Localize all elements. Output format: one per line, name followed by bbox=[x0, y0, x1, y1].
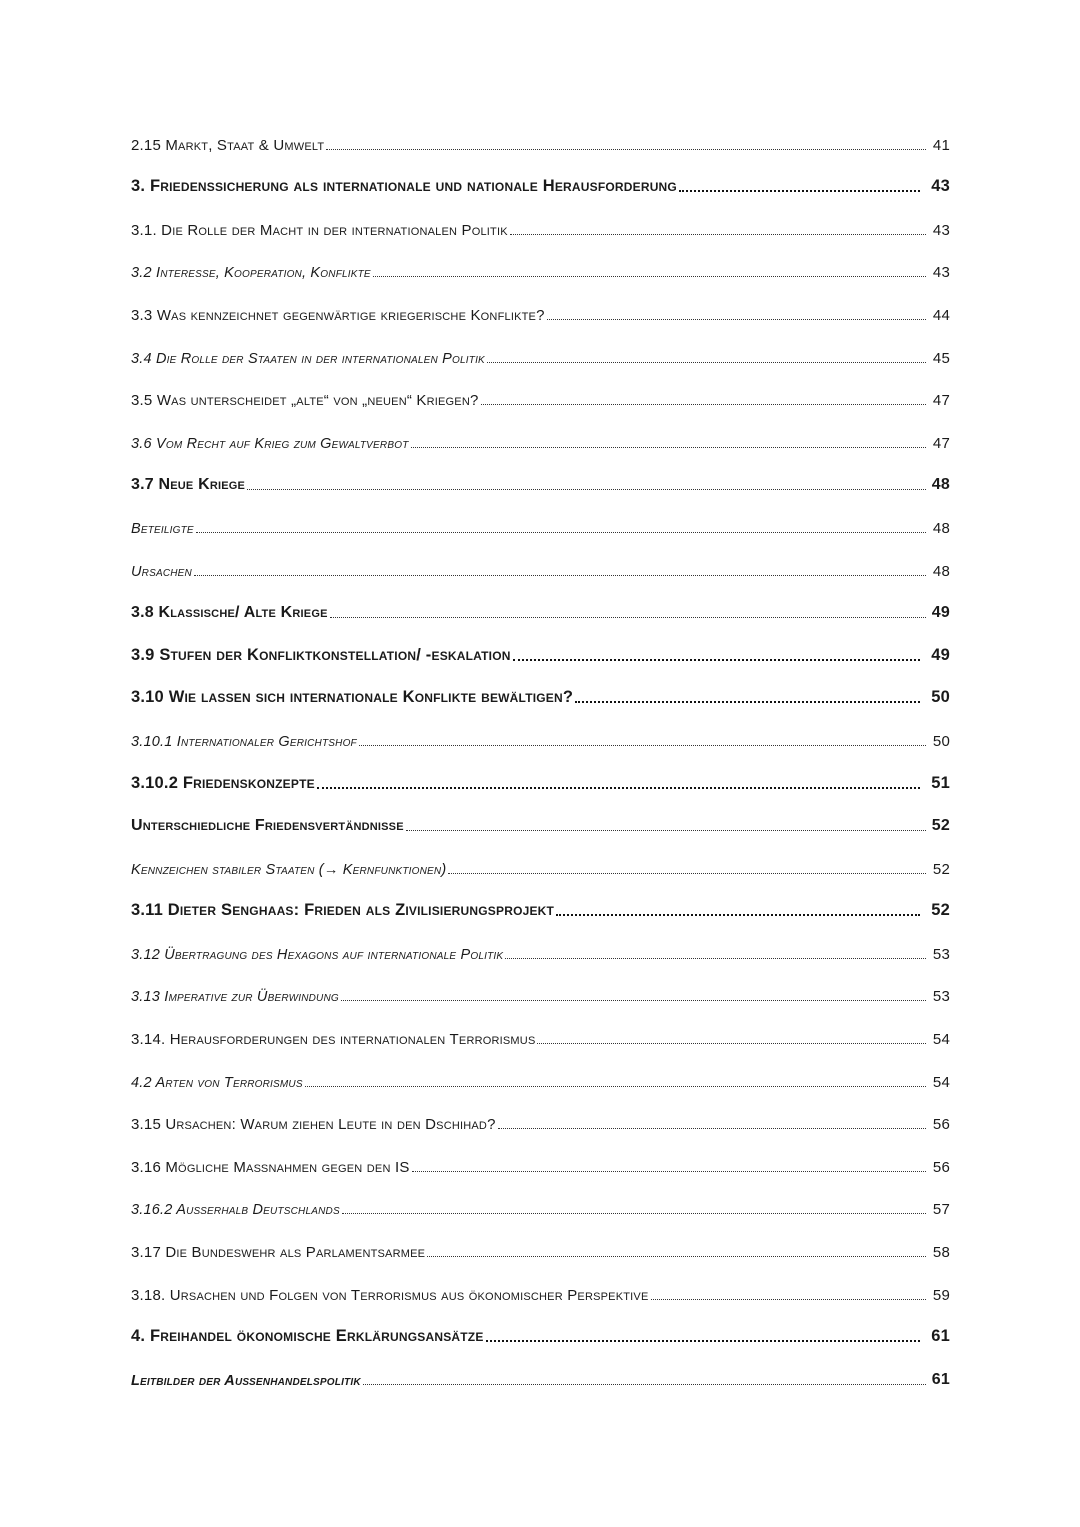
toc-entry-title: 3.1. Die Rolle der Macht in der internationalen Politik bbox=[131, 221, 508, 239]
toc-entry-page-number: 52 bbox=[931, 817, 950, 835]
dot-leader bbox=[411, 447, 926, 448]
dot-leader bbox=[305, 1086, 926, 1087]
dot-leader bbox=[247, 489, 926, 490]
toc-entry-title: Leitbilder der Außenhandelspolitik bbox=[131, 1372, 361, 1389]
toc-entry-title: 3.9 Stufen der Konfliktkonstellation/ -eskalation bbox=[131, 645, 511, 664]
toc-entry-page-number: 43 bbox=[932, 264, 950, 282]
table-of-contents bbox=[131, 121, 950, 1399]
toc-entry-page-number: 48 bbox=[932, 519, 950, 537]
dot-leader bbox=[330, 617, 926, 618]
toc-entry-page-number: 50 bbox=[931, 688, 950, 707]
toc-entry-title: 3.10.1 Internationaler Gerichtshof bbox=[131, 733, 357, 750]
toc-entry-title: 3.8 Klassische/ Alte Kriege bbox=[131, 604, 328, 622]
dot-leader bbox=[363, 1384, 926, 1385]
toc-entry-title: 3.5 Was unterscheidet „alte“ von „neuen“ Kriegen? bbox=[131, 392, 479, 410]
toc-entry-title: 3.15 Ursachen: Warum ziehen Leute in den Dschihad? bbox=[131, 1116, 496, 1134]
toc-entry-page-number: 56 bbox=[932, 1116, 950, 1134]
toc-entry-page-number: 45 bbox=[932, 349, 950, 367]
toc-entry-page-number: 41 bbox=[932, 136, 950, 154]
dot-leader bbox=[486, 1340, 920, 1342]
toc-entry-title: 4.2 Arten von Terrorismus bbox=[131, 1074, 303, 1091]
toc-entry[interactable] bbox=[131, 121, 950, 164]
toc-entry-page-number: 56 bbox=[932, 1158, 950, 1176]
toc-entry-page-number: 54 bbox=[932, 1073, 950, 1091]
dot-leader bbox=[194, 575, 926, 576]
toc-entry-page-number: 61 bbox=[931, 1370, 950, 1388]
toc-entry[interactable] bbox=[131, 803, 950, 846]
toc-entry-page-number: 49 bbox=[931, 645, 950, 664]
dot-leader bbox=[513, 659, 920, 661]
toc-entry[interactable] bbox=[131, 973, 950, 1016]
toc-entry-page-number: 52 bbox=[931, 901, 950, 920]
toc-entry[interactable] bbox=[131, 334, 950, 377]
dot-leader bbox=[510, 234, 926, 235]
toc-entry[interactable] bbox=[131, 1271, 950, 1314]
toc-entry-title: 3.10 Wie lassen sich internationale Konflikte bewältigen? bbox=[131, 688, 574, 707]
dot-leader bbox=[412, 1171, 926, 1172]
toc-entry-title: 3.10.2 Friedenskonzepte bbox=[131, 773, 315, 792]
toc-entry-title: Ursachen bbox=[131, 563, 192, 580]
dot-leader bbox=[317, 787, 920, 789]
toc-entry-title: 3.2 Interesse, Kooperation, Konflikte bbox=[131, 265, 371, 282]
toc-entry[interactable] bbox=[131, 249, 950, 292]
toc-entry-title: 3.12 Übertragung des Hexagons auf internationale Politik bbox=[131, 946, 504, 963]
toc-entry-title: 3.18. Ursachen und Folgen von Terrorismus aus ökonomischer Perspektive bbox=[131, 1286, 649, 1304]
toc-entry[interactable] bbox=[131, 888, 950, 931]
toc-entry-title: Beteiligte bbox=[131, 520, 194, 537]
toc-entry-title: 3. Friedenssicherung als internationale und nationale Herausforderung bbox=[131, 177, 677, 196]
toc-entry-title: 3.17 Die Bundeswehr als Parlamentsarmee bbox=[131, 1244, 426, 1262]
toc-entry[interactable] bbox=[131, 717, 950, 760]
dot-leader bbox=[537, 1043, 926, 1044]
toc-entry-title: 3.4 Die Rolle der Staaten in der internationalen Politik bbox=[131, 350, 485, 367]
toc-entry[interactable] bbox=[131, 845, 950, 888]
toc-entry-title: 3.7 Neue Kriege bbox=[131, 476, 246, 494]
dot-leader bbox=[341, 1000, 926, 1001]
toc-entry-page-number: 53 bbox=[932, 945, 950, 963]
toc-entry-title: 2.15 Markt, Staat & Umwelt bbox=[131, 136, 325, 154]
toc-entry[interactable] bbox=[131, 1314, 950, 1357]
toc-entry-page-number: 53 bbox=[932, 988, 950, 1006]
toc-entry[interactable] bbox=[131, 1186, 950, 1229]
toc-entry-page-number: 50 bbox=[932, 732, 950, 750]
toc-entry-page-number: 47 bbox=[932, 434, 950, 452]
toc-entry-page-number: 44 bbox=[932, 306, 950, 324]
dot-leader bbox=[196, 532, 926, 533]
toc-entry-page-number: 59 bbox=[932, 1286, 950, 1304]
dot-leader bbox=[326, 149, 926, 150]
dot-leader bbox=[342, 1213, 926, 1214]
toc-entry[interactable] bbox=[131, 1143, 950, 1186]
toc-entry-title: Kennzeichen stabiler Staaten (→ Kernfunktionen) bbox=[131, 861, 447, 878]
toc-entry-page-number: 61 bbox=[931, 1327, 950, 1346]
dot-leader bbox=[406, 830, 926, 831]
toc-entry[interactable] bbox=[131, 206, 950, 249]
toc-entry[interactable] bbox=[131, 504, 950, 547]
toc-entry[interactable] bbox=[131, 632, 950, 675]
toc-entry[interactable] bbox=[131, 164, 950, 207]
toc-entry-title: Unterschiedliche Friedensvertändnisse bbox=[131, 817, 404, 835]
toc-entry-page-number: 43 bbox=[931, 177, 950, 196]
toc-entry-page-number: 58 bbox=[932, 1244, 950, 1262]
toc-entry[interactable] bbox=[131, 1015, 950, 1058]
toc-entry[interactable] bbox=[131, 930, 950, 973]
toc-entry-page-number: 52 bbox=[932, 860, 950, 878]
dot-leader bbox=[679, 190, 920, 192]
toc-entry-title: 3.6 Vom Recht auf Krieg zum Gewaltverbot bbox=[131, 435, 409, 452]
toc-entry-title: 3.14. Herausforderungen des internationalen Terrorismus bbox=[131, 1031, 536, 1049]
toc-entry[interactable] bbox=[131, 291, 950, 334]
toc-entry[interactable] bbox=[131, 675, 950, 718]
dot-leader bbox=[481, 404, 926, 405]
dot-leader bbox=[651, 1299, 927, 1300]
toc-entry-title: 3.13 Imperative zur Überwindung bbox=[131, 989, 339, 1006]
toc-entry-page-number: 51 bbox=[931, 773, 950, 792]
toc-entry[interactable] bbox=[131, 1058, 950, 1101]
toc-entry-page-number: 49 bbox=[931, 604, 950, 622]
dot-leader bbox=[547, 319, 926, 320]
dot-leader bbox=[556, 914, 920, 916]
toc-entry[interactable] bbox=[131, 590, 950, 633]
toc-entry[interactable] bbox=[131, 1101, 950, 1144]
dot-leader bbox=[448, 873, 926, 874]
dot-leader bbox=[498, 1128, 926, 1129]
toc-entry-page-number: 43 bbox=[932, 221, 950, 239]
toc-entry-page-number: 47 bbox=[932, 392, 950, 410]
toc-entry[interactable] bbox=[131, 1356, 950, 1399]
dot-leader bbox=[505, 958, 926, 959]
toc-entry[interactable] bbox=[131, 377, 950, 420]
dot-leader bbox=[487, 362, 926, 363]
toc-entry[interactable] bbox=[131, 419, 950, 462]
dot-leader bbox=[359, 745, 926, 746]
toc-entry[interactable] bbox=[131, 760, 950, 803]
toc-entry-title: 4. Freihandel ökonomische Erklärungsansätze bbox=[131, 1327, 484, 1346]
toc-entry-title: 3.3 Was kennzeichnet gegenwärtige kriegerische Konflikte? bbox=[131, 306, 545, 324]
toc-entry-title: 3.11 Dieter Senghaas: Frieden als Zivilisierungsprojekt bbox=[131, 901, 555, 920]
toc-entry[interactable] bbox=[131, 1228, 950, 1271]
dot-leader bbox=[575, 701, 920, 703]
dot-leader bbox=[373, 276, 926, 277]
toc-entry[interactable] bbox=[131, 547, 950, 590]
toc-entry-page-number: 54 bbox=[932, 1031, 950, 1049]
toc-entry-page-number: 48 bbox=[932, 562, 950, 580]
toc-entry-title: 3.16.2 Außerhalb Deutschlands bbox=[131, 1202, 340, 1219]
dot-leader bbox=[427, 1256, 926, 1257]
toc-entry-title: 3.16 Mögliche Maßnahmen gegen den IS bbox=[131, 1158, 410, 1176]
toc-entry-page-number: 57 bbox=[932, 1201, 950, 1219]
toc-entry-page-number: 48 bbox=[931, 476, 950, 494]
toc-entry[interactable] bbox=[131, 462, 950, 505]
